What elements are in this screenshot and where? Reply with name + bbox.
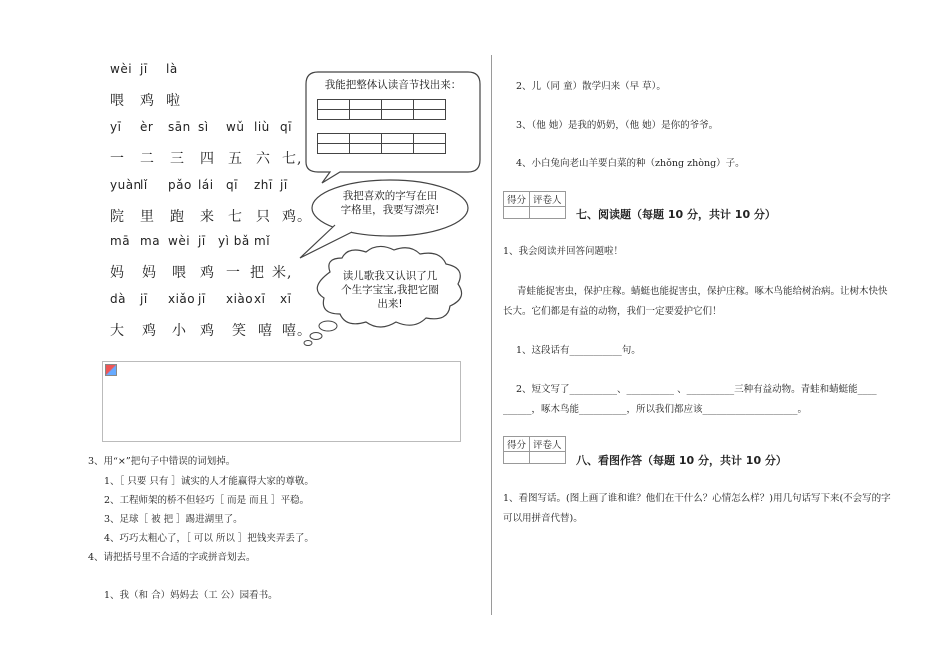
pinyin-syllable: xī	[280, 292, 292, 306]
picture-box	[102, 361, 461, 442]
pinyin-syllable: ma	[140, 234, 161, 248]
hanzi-character: 四	[200, 151, 215, 167]
hanzi-character: 嘻	[258, 323, 273, 339]
section-7-sub1: 1、这段话有___________句。	[516, 345, 641, 356]
section-7-q1: 1、我会阅读并回答问题啦！	[503, 246, 624, 257]
section-8-title: 八、看图作答（每题 10 分，共计 10 分）	[576, 454, 787, 467]
hanzi-character: 一	[110, 151, 125, 167]
grader-cell[interactable]	[530, 207, 566, 219]
thought-dot-1	[319, 321, 337, 331]
pinyin-syllable: jī	[198, 292, 206, 306]
score-label: 得分	[504, 192, 530, 207]
hanzi-character: 里	[140, 209, 155, 225]
hanzi-character: 只	[256, 209, 271, 225]
pinyin-syllable: là	[166, 62, 178, 76]
q3-title: 3、用“×”把句子中错误的词划掉。	[88, 456, 236, 467]
grader-label: 评卷人	[530, 437, 566, 452]
hanzi-character: 七	[228, 209, 243, 225]
pinyin-syllable: wèi	[110, 62, 133, 76]
hanzi-character: 跑	[170, 209, 185, 225]
score-box-8	[503, 436, 566, 464]
passage-line-1: 青蛙能捉害虫，保护庄稼。蜻蜓也能捉害虫，保护庄稼。啄木鸟能给树治病。让树木快快	[517, 286, 888, 297]
hanzi-character: 大	[110, 323, 125, 339]
bubble-3-line2: 个生字宝宝,我把它圈	[341, 284, 439, 296]
q4-title: 4、请把括号里不合适的字或拼音划去。	[88, 552, 256, 563]
hanzi-character: 七,	[282, 151, 303, 167]
hanzi-character: 嘻。	[282, 323, 312, 339]
pinyin-syllable: xiǎo	[168, 292, 196, 306]
pinyin-syllable: pǎo	[168, 178, 192, 192]
bubble-3-text	[330, 269, 450, 311]
pinyin-syllable: sì	[198, 120, 209, 134]
hanzi-character: 鸡	[200, 323, 215, 339]
hanzi-character: 来	[200, 209, 215, 225]
q3-item-2: 2、工程师架的桥不但轻巧［ 而是 而且 ］平稳。	[104, 495, 310, 506]
hanzi-character: 妈	[110, 265, 125, 281]
bubble-2-line2: 字格里，我要写漂亮!	[340, 204, 440, 216]
section-7-title: 七、阅读题（每题 10 分，共计 10 分）	[576, 208, 776, 221]
right-item-3: 3、（他 她）是我的奶奶，（他 她）是你的爷爷。	[516, 120, 719, 131]
broken-image-icon	[105, 364, 117, 376]
hanzi-character: 院	[110, 209, 125, 225]
pinyin-syllable: qī	[226, 178, 238, 192]
q4-item-1: 1、我（和 合）妈妈去（工 公）园看书。	[104, 590, 278, 601]
writing-grid-2	[317, 133, 446, 154]
section-8-q1-line2: 可以用拼音代替)。	[503, 513, 583, 524]
pinyin-syllable: yuàn	[110, 178, 142, 192]
hanzi-character: 小	[172, 323, 187, 339]
hanzi-character: 鸡。	[282, 209, 312, 225]
pinyin-syllable: lái	[198, 178, 214, 192]
hanzi-character: 米,	[272, 265, 293, 281]
hanzi-character: 二	[140, 151, 155, 167]
pinyin-syllable: mā	[110, 234, 131, 248]
pinyin-syllable: jī	[280, 178, 288, 192]
bubble-2-line1: 我把喜欢的字写在田	[342, 190, 438, 202]
hanzi-character: 鸡	[200, 265, 215, 281]
q3-item-4: 4、巧巧太粗心了，［ 可以 所以 ］把钱夹弄丢了。	[104, 533, 314, 544]
pinyin-syllable: wèi	[168, 234, 191, 248]
pinyin-syllable: jī	[140, 62, 148, 76]
section-7-sub2-line2: ______，啄木鸟能__________，所以我们都应该____________________。	[503, 404, 808, 415]
pinyin-syllable: lǐ	[140, 178, 148, 192]
grader-cell[interactable]	[530, 452, 566, 464]
hanzi-character: 鸡	[140, 93, 155, 109]
q3-item-1: 1、［ 只要 只有 ］诚实的人才能赢得大家的尊敬。	[104, 476, 314, 487]
right-item-2: 2、儿（同 童）散学归来（早 草）。	[516, 81, 666, 92]
score-label: 得分	[504, 437, 530, 452]
pinyin-syllable: xiào	[226, 292, 254, 306]
pinyin-syllable: sān	[168, 120, 191, 134]
bubble-3-line1: 读儿歌我又认识了几	[342, 270, 438, 282]
pinyin-syllable: dà	[110, 292, 126, 306]
bubble-2-text	[330, 189, 450, 217]
hanzi-character: 笑	[232, 323, 247, 339]
pinyin-syllable: èr	[140, 120, 154, 134]
pinyin-syllable: yī	[110, 120, 122, 134]
hanzi-character: 把	[250, 265, 265, 281]
passage-line-2: 长大。它们都是有益的动物，我们一定要爱护它们！	[503, 306, 722, 317]
writing-grid-1	[317, 99, 446, 120]
column-divider	[491, 55, 492, 615]
score-cell[interactable]	[504, 452, 530, 464]
pinyin-syllable: yì bǎ mǐ	[218, 234, 271, 248]
pinyin-syllable: wǔ	[226, 120, 245, 134]
section-8-q1-line1: 1、看图写话。(图上画了谁和谁？他们在干什么？心情怎么样？)用几句话写下来(不会写的字	[503, 493, 891, 504]
hanzi-character: 妈	[142, 265, 157, 281]
pinyin-syllable: jī	[140, 292, 148, 306]
pinyin-syllable: xī	[254, 292, 266, 306]
hanzi-character: 喂	[172, 265, 187, 281]
pinyin-syllable: zhī	[254, 178, 273, 192]
score-box-7	[503, 191, 566, 219]
hanzi-character: 三	[170, 151, 185, 167]
pinyin-syllable: liù	[254, 120, 270, 134]
pinyin-syllable: qī	[280, 120, 292, 134]
hanzi-character: 六	[256, 151, 271, 167]
hanzi-character: 喂	[110, 93, 125, 109]
grader-label: 评卷人	[530, 192, 566, 207]
right-item-4: 4、小白兔向老山羊要白菜的种（zhǒng zhòng）子。	[516, 158, 745, 169]
hanzi-character: 五	[228, 151, 243, 167]
section-7-sub2-line1: 2、短文写了__________、__________ 、__________三种有益动物。青蛙和蜻蜓能____	[516, 384, 877, 395]
hanzi-character: 一	[226, 265, 241, 281]
pinyin-syllable: jī	[198, 234, 206, 248]
bubble-3-line3: 出来!	[377, 298, 403, 310]
bubble-2-tail	[300, 225, 352, 258]
hanzi-character: 啦	[166, 93, 181, 109]
score-cell[interactable]	[504, 207, 530, 219]
hanzi-character: 鸡	[142, 323, 157, 339]
q3-item-3: 3、足球［ 被 把 ］踢进湖里了。	[104, 514, 243, 525]
thought-dot-3	[304, 341, 312, 346]
bubble-1-text: 我能把整体认读音节找出来：	[324, 79, 462, 91]
